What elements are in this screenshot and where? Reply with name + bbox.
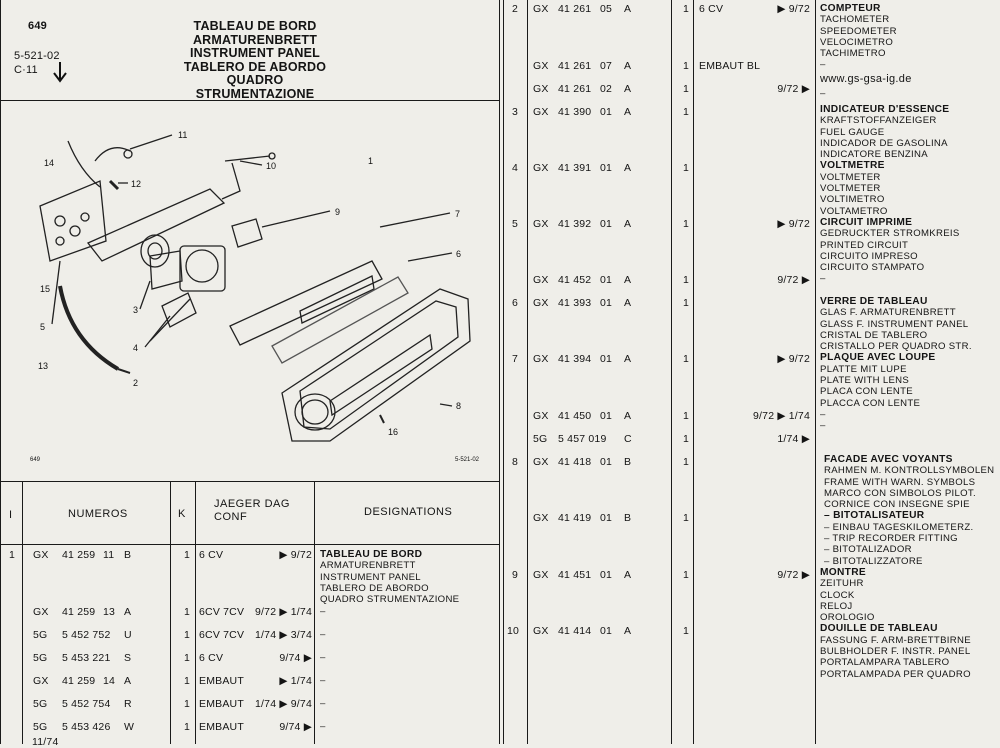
quantity: 1	[683, 456, 690, 468]
desc-line: FASSUNG F. ARM-BRETTBIRNE	[820, 634, 971, 646]
diagram-footer-left: 649	[30, 457, 41, 463]
left-desc-head: TABLEAU DE BORD	[320, 549, 423, 560]
header-conf: JAEGER DAG CONF	[214, 498, 290, 523]
part-suffix: 11	[103, 549, 115, 561]
part-letter: A	[124, 675, 132, 687]
title-it: QUADRO STRUMENTAZIONE	[195, 73, 315, 101]
desc-line: CIRCUITO STAMPATO	[820, 262, 925, 274]
part-letter: B	[624, 512, 632, 524]
desc-line: SPEEDOMETER	[820, 25, 897, 37]
part-suffix: 13	[103, 606, 116, 618]
left-trailing-date: 11/74	[32, 736, 59, 748]
callout-1: 1	[368, 156, 374, 166]
callout-7: 7	[455, 209, 461, 219]
row-index: 7	[512, 353, 519, 365]
row-index: 1	[9, 549, 16, 561]
header-k: K	[178, 508, 186, 520]
desc-line: VELOCIMETRO	[820, 36, 894, 48]
desc-line: VOLTMETER	[820, 171, 881, 183]
part-prefix: 5G	[33, 652, 48, 664]
quantity: 1	[184, 549, 191, 561]
desc-heading: – BITOTALISATEUR	[824, 510, 925, 522]
desc-line: OROLOGIO	[820, 612, 875, 624]
part-suffix: 01	[600, 106, 613, 118]
part-letter: A	[624, 274, 632, 286]
quantity: 1	[184, 675, 191, 687]
part-prefix: GX	[33, 606, 49, 618]
desc-heading: DOUILLE DE TABLEAU	[820, 623, 938, 635]
title-es: TABLERO DE ABORDO	[183, 59, 327, 74]
callout-8: 8	[456, 401, 462, 411]
down-arrow-icon	[53, 62, 67, 84]
part-letter: A	[124, 606, 132, 618]
part-letter: C	[624, 433, 632, 445]
page-number: 649	[28, 20, 47, 32]
part-suffix: 01	[600, 512, 613, 524]
part-suffix: 05	[600, 3, 613, 15]
left-table-col-desig	[314, 481, 315, 744]
desc-line: BULBHOLDER F. INSTR. PANEL	[820, 646, 971, 658]
column-divider-qty	[671, 0, 672, 744]
desc-line: – BITOTALIZADOR	[824, 544, 912, 556]
desc-line: PLATTE MIT LUPE	[820, 363, 907, 375]
desc-heading: COMPTEUR	[820, 3, 881, 14]
part-number: 41 261	[558, 60, 592, 72]
part-prefix: 5G	[33, 698, 48, 710]
callout-6: 6	[456, 249, 462, 259]
part-number: 41 390	[558, 106, 592, 118]
desc-line: INDICATORE BENZINA	[820, 149, 928, 161]
quantity: 1	[683, 512, 690, 524]
part-prefix: GX	[533, 60, 549, 72]
part-number: 41 414	[558, 625, 592, 637]
quantity: 1	[683, 433, 690, 445]
desc-line: GLAS F. ARMATURENBRETT	[820, 307, 956, 319]
quantity: 1	[683, 60, 690, 72]
part-suffix: 01	[600, 456, 613, 468]
part-number: 5 457 019	[558, 433, 607, 445]
part-letter: A	[624, 106, 632, 118]
desc-line: –	[820, 59, 826, 71]
desc-line: PLATE WITH LENS	[820, 375, 910, 387]
part-letter: B	[624, 456, 632, 468]
page-title-block	[170, 20, 340, 101]
row-index: 8	[512, 456, 519, 468]
left-dash: –	[320, 721, 326, 732]
quantity: 1	[683, 106, 690, 118]
date-range: 1/74 ▶	[777, 433, 810, 445]
column-divider-right	[503, 0, 504, 744]
quantity: 1	[683, 297, 690, 309]
desc-line: GEDRUCKTER STROMKREIS	[820, 228, 960, 240]
desc-line: CRISTALLO PER QUADRO STR.	[820, 341, 972, 353]
column-divider-conf	[693, 0, 694, 744]
part-suffix: 01	[600, 162, 613, 174]
desc-line: VOLTMETER	[820, 183, 881, 195]
part-letter: U	[124, 629, 132, 641]
date-range: ▶ 9/72	[777, 3, 810, 15]
desc-block	[820, 3, 912, 99]
title-en: INSTRUMENT PANEL	[189, 46, 321, 60]
row-index: 6	[512, 297, 519, 309]
date-range: ▶ 9/72	[279, 549, 312, 561]
desc-line: KRAFTSTOFFANZEIGER	[820, 115, 937, 127]
desc-line: PORTALAMPADA PER QUADRO	[820, 668, 971, 680]
callout-15: 15	[40, 284, 51, 294]
quantity: 1	[683, 625, 690, 637]
row-index: 3	[512, 106, 519, 118]
left-desc-line: INSTRUMENT PANEL	[320, 571, 421, 583]
left-description-block	[320, 549, 459, 605]
title-de: ARMATURENBRETT	[192, 32, 318, 47]
part-letter: A	[624, 297, 632, 309]
config: EMBAUT BL	[699, 60, 761, 72]
desc-line: –	[820, 408, 826, 420]
desc-heading: VOLTMETRE	[820, 160, 885, 172]
row-index: 2	[512, 3, 519, 15]
part-letter: A	[624, 353, 632, 365]
part-prefix: GX	[533, 106, 549, 118]
part-suffix: 01	[600, 569, 613, 581]
desc-heading: PLAQUE AVEC LOUPE	[820, 352, 936, 364]
desc-block	[824, 454, 994, 567]
part-prefix: GX	[533, 83, 549, 95]
quantity: 1	[683, 162, 690, 174]
part-prefix: GX	[33, 549, 49, 561]
left-desc-line: TABLERO DE ABORDO	[320, 582, 429, 594]
part-prefix: GX	[533, 297, 549, 309]
table-header-rule	[0, 544, 499, 545]
part-number: 41 393	[558, 297, 592, 309]
part-number: 5 452 752	[62, 629, 111, 641]
date-range: 9/72 ▶	[777, 569, 810, 581]
left-dash: –	[320, 675, 326, 686]
date-range: 9/74 ▶	[279, 721, 312, 733]
callout-12: 12	[131, 179, 142, 189]
part-letter: S	[124, 652, 132, 664]
callout-5: 5	[40, 322, 46, 332]
part-prefix: GX	[533, 274, 549, 286]
reference-code: 5-521-02	[14, 50, 60, 62]
quantity: 1	[683, 3, 690, 15]
desc-line: RELOJ	[820, 600, 853, 612]
config: 6 CV	[199, 652, 224, 664]
date-range: ▶ 1/74	[279, 675, 312, 687]
part-prefix: GX	[533, 456, 549, 468]
part-prefix: GX	[33, 675, 49, 687]
part-prefix: GX	[533, 353, 549, 365]
part-prefix: GX	[533, 218, 549, 230]
desc-line: INDICADOR DE GASOLINA	[820, 137, 948, 149]
part-number: 41 418	[558, 456, 592, 468]
column-divider-desc	[815, 0, 816, 744]
desc-line: – TRIP RECORDER FITTING	[824, 533, 958, 545]
part-number: 41 259	[62, 549, 96, 561]
left-dash: –	[320, 652, 326, 663]
desc-line: TACHIMETRO	[820, 48, 886, 60]
part-suffix: 01	[600, 297, 613, 309]
part-suffix: 14	[103, 675, 116, 687]
desc-heading: MONTRE	[820, 567, 866, 578]
desc-line: CORNICE CON INSEGNE SPIE	[824, 499, 970, 511]
desc-line: –	[820, 420, 826, 432]
part-letter: W	[124, 721, 135, 733]
part-letter: A	[624, 162, 632, 174]
date-range: ▶ 9/72	[777, 353, 810, 365]
part-number: 41 391	[558, 162, 592, 174]
callout-2: 2	[133, 378, 139, 388]
header-numeros: NUMEROS	[68, 508, 128, 520]
desc-line: RAHMEN M. KONTROLLSYMBOLEN	[824, 465, 995, 477]
part-number: 5 453 221	[62, 652, 111, 664]
desc-line: MARCO CON SIMBOLOS PILOT.	[824, 487, 976, 499]
part-letter: A	[624, 83, 632, 95]
part-letter: A	[624, 625, 632, 637]
row-index: 5	[512, 218, 519, 230]
left-table-col-numeros	[170, 481, 171, 744]
row-index: 4	[512, 162, 519, 174]
diagram-footer-right: 5-521-02	[455, 457, 480, 463]
desc-block	[820, 567, 971, 680]
part-prefix: 5G	[533, 433, 548, 445]
left-desc-line: ARMATURENBRETT	[320, 560, 416, 572]
part-letter: R	[124, 698, 132, 710]
desc-line: –	[820, 87, 826, 99]
desc-line: – EINBAU TAGESKILOMETERZ.	[824, 521, 974, 533]
date-range: 1/74 ▶ 3/74	[255, 629, 312, 641]
desc-heading: INDICATEUR D'ESSENCE	[820, 104, 950, 115]
left-dash: –	[320, 629, 326, 640]
part-number: 41 451	[558, 569, 592, 581]
desc-line: FRAME WITH WARN. SYMBOLS	[824, 476, 976, 488]
date-range: 9/72 ▶ 1/74	[255, 606, 312, 618]
config: 6 CV	[699, 3, 724, 15]
header-designations: DESIGNATIONS	[364, 506, 453, 518]
part-number: 41 392	[558, 218, 592, 230]
part-letter: A	[624, 60, 632, 72]
part-suffix: 01	[600, 218, 613, 230]
website-link: www.gs-gsa-ig.de	[820, 72, 912, 85]
left-dash: –	[320, 606, 326, 617]
part-number: 41 261	[558, 83, 592, 95]
date-range: 9/72 ▶	[777, 274, 810, 286]
desc-block	[820, 104, 960, 285]
callout-13: 13	[38, 361, 49, 371]
config: 6 CV	[199, 549, 224, 561]
part-suffix: 02	[600, 83, 613, 95]
part-letter: A	[624, 410, 632, 422]
part-number: 5 452 754	[62, 698, 111, 710]
left-desc-line: QUADRO STRUMENTAZIONE	[320, 594, 460, 606]
title-fr: TABLEAU DE BORD	[193, 19, 317, 33]
callout-10: 10	[266, 161, 277, 171]
date-range: 9/72 ▶ 1/74	[753, 410, 810, 422]
desc-line: PORTALAMPARA TABLERO	[820, 657, 950, 669]
part-number: 41 419	[558, 512, 592, 524]
desc-heading: FACADE AVEC VOYANTS	[824, 454, 953, 465]
desc-line: CRISTAL DE TABLERO	[820, 329, 928, 341]
desc-line: TACHOMETER	[820, 14, 890, 26]
desc-line: CLOCK	[820, 589, 855, 601]
quantity: 1	[683, 83, 690, 95]
callout-9: 9	[335, 207, 341, 217]
quantity: 1	[184, 698, 191, 710]
desc-heading: CIRCUIT IMPRIME	[820, 216, 913, 228]
desc-line: GLASS F. INSTRUMENT PANEL	[820, 318, 969, 330]
quantity: 1	[184, 721, 191, 733]
config: EMBAUT	[199, 675, 244, 687]
callout-3: 3	[133, 305, 139, 315]
part-suffix: 01	[600, 274, 613, 286]
callout-4: 4	[133, 343, 139, 353]
column-divider-main	[499, 0, 500, 744]
part-number: 41 452	[558, 274, 592, 286]
quantity: 1	[184, 629, 191, 641]
desc-line: CIRCUITO IMPRESO	[820, 250, 918, 262]
part-prefix: GX	[533, 569, 549, 581]
row-index: 9	[512, 569, 519, 581]
desc-line: FUEL GAUGE	[820, 126, 885, 138]
callout-14: 14	[44, 158, 55, 168]
desc-line: PRINTED CIRCUIT	[820, 239, 909, 251]
header-index: I	[9, 509, 13, 521]
desc-line: VOLTIMETRO	[820, 194, 885, 206]
exploded-parts-diagram	[0, 101, 499, 481]
quantity: 1	[184, 606, 191, 618]
config: EMBAUT	[199, 721, 244, 733]
column-divider-index	[527, 0, 528, 744]
part-letter: A	[624, 218, 632, 230]
date-range: 1/74 ▶ 9/74	[255, 698, 312, 710]
desc-heading: VERRE DE TABLEAU	[820, 296, 928, 307]
part-prefix: GX	[533, 512, 549, 524]
callout-11: 11	[178, 130, 188, 140]
part-suffix: 01	[600, 625, 613, 637]
config: 6CV 7CV	[199, 629, 245, 641]
part-prefix: GX	[533, 3, 549, 15]
diagram-bottom-rule	[0, 481, 499, 482]
row-index: 10	[507, 625, 520, 637]
part-number: 5 453 426	[62, 721, 111, 733]
section-code: C·11	[14, 64, 38, 76]
part-letter: A	[624, 3, 632, 15]
desc-line: VOLTAMETRO	[820, 205, 888, 217]
left-dash: –	[320, 698, 326, 709]
quantity: 1	[683, 410, 690, 422]
desc-block	[820, 296, 972, 432]
quantity: 1	[184, 652, 191, 664]
desc-line: – BITOTALIZZATORE	[824, 555, 923, 567]
date-range: 9/74 ▶	[279, 652, 312, 664]
quantity: 1	[683, 274, 690, 286]
part-prefix: GX	[533, 625, 549, 637]
part-suffix: 01	[600, 353, 613, 365]
part-number: 41 394	[558, 353, 592, 365]
part-prefix: GX	[533, 410, 549, 422]
desc-line: PLACCA CON LENTE	[820, 397, 921, 409]
quantity: 1	[683, 353, 690, 365]
desc-line: –	[820, 273, 826, 285]
left-table-col-k	[22, 481, 23, 744]
part-suffix: 01	[600, 410, 613, 422]
part-number: 41 259	[62, 675, 96, 687]
part-letter: A	[624, 569, 632, 581]
part-prefix: GX	[533, 162, 549, 174]
quantity: 1	[683, 218, 690, 230]
config: EMBAUT	[199, 698, 244, 710]
part-suffix: 07	[600, 60, 613, 72]
part-number: 41 261	[558, 3, 592, 15]
desc-line: ZEITUHR	[820, 578, 864, 590]
left-table-col-conf	[195, 481, 196, 744]
part-number: 41 450	[558, 410, 592, 422]
config: 6CV 7CV	[199, 606, 245, 618]
part-number: 41 259	[62, 606, 96, 618]
date-range: 9/72 ▶	[777, 83, 810, 95]
callout-16: 16	[388, 427, 399, 437]
desc-line: PLACA CON LENTE	[820, 386, 914, 398]
part-letter: B	[124, 549, 132, 561]
quantity: 1	[683, 569, 690, 581]
part-prefix: 5G	[33, 629, 48, 641]
part-prefix: 5G	[33, 721, 48, 733]
date-range: ▶ 9/72	[777, 218, 810, 230]
